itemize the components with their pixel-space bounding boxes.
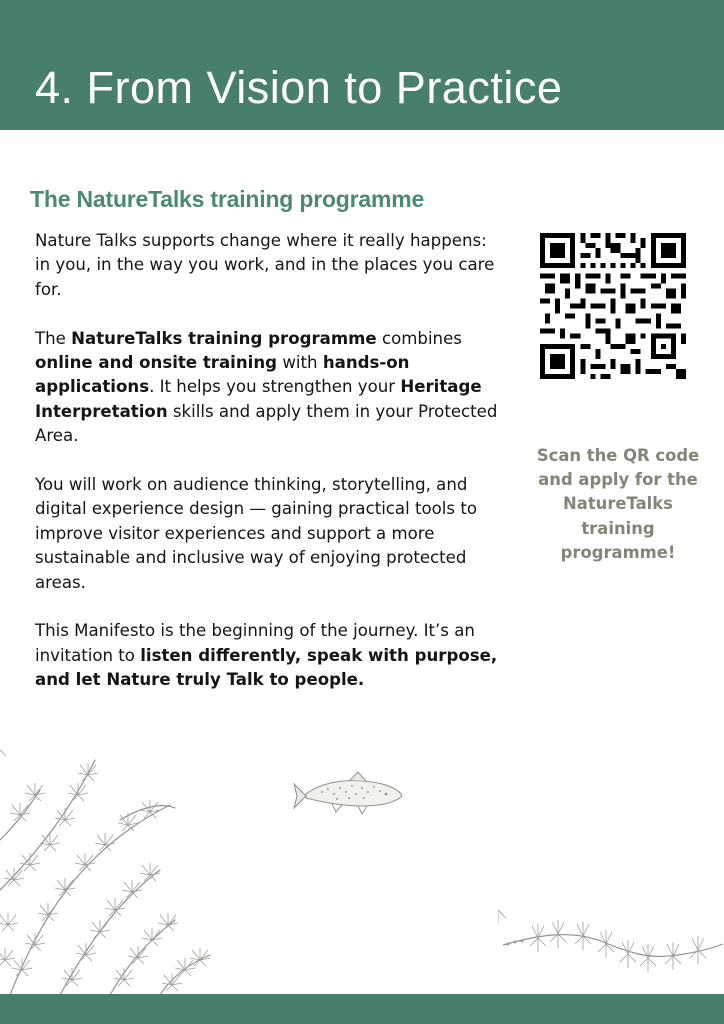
paragraph-intro: Nature Talks supports change where it really happens: in you, in the way you work, and in the places you care for. (35, 231, 495, 299)
paragraph-closing: This Manifesto is the beginning of the journey. It’s an invitation to listen differently, speak with purpose, and let Nature truly Talk to people. (35, 621, 498, 690)
fish-icon (292, 770, 406, 818)
body-text (35, 229, 505, 717)
qr-code-icon[interactable] (540, 233, 686, 379)
emphasis-training-type: online and onsite training (35, 353, 278, 373)
qr-caption: Scan the QR code and apply for the NatureTalks training programme! (536, 446, 700, 562)
header-band (0, 0, 724, 130)
aquatic-plant-icon (0, 750, 240, 1000)
footer-band (0, 994, 724, 1024)
emphasis-applications: hands-on applications (35, 353, 410, 397)
emphasis-invitation: listen differently, speak with purpose, and let Nature truly Talk to people. (35, 645, 498, 690)
page-title: 4. From Vision to Practice (35, 62, 563, 113)
paragraph-programme: The NatureTalks training programme combines online and onsite training with hands-on applications. It helps you strengthen your Heritage Interpretation skills and apply them in your Protected Area. (35, 328, 498, 446)
paragraph-topics: You will work on audience thinking, storytelling, and digital experience design — gaining practical tools to improve visitor experiences and support a more sustainable and inclusive way of enjoying protected areas. (35, 475, 477, 592)
emphasis-heritage: Heritage Interpretation (35, 377, 482, 421)
emphasis-programme-name: NatureTalks training programme (71, 328, 377, 348)
plant-strand-icon (498, 910, 724, 994)
section-heading: The NatureTalks training programme (30, 186, 425, 212)
